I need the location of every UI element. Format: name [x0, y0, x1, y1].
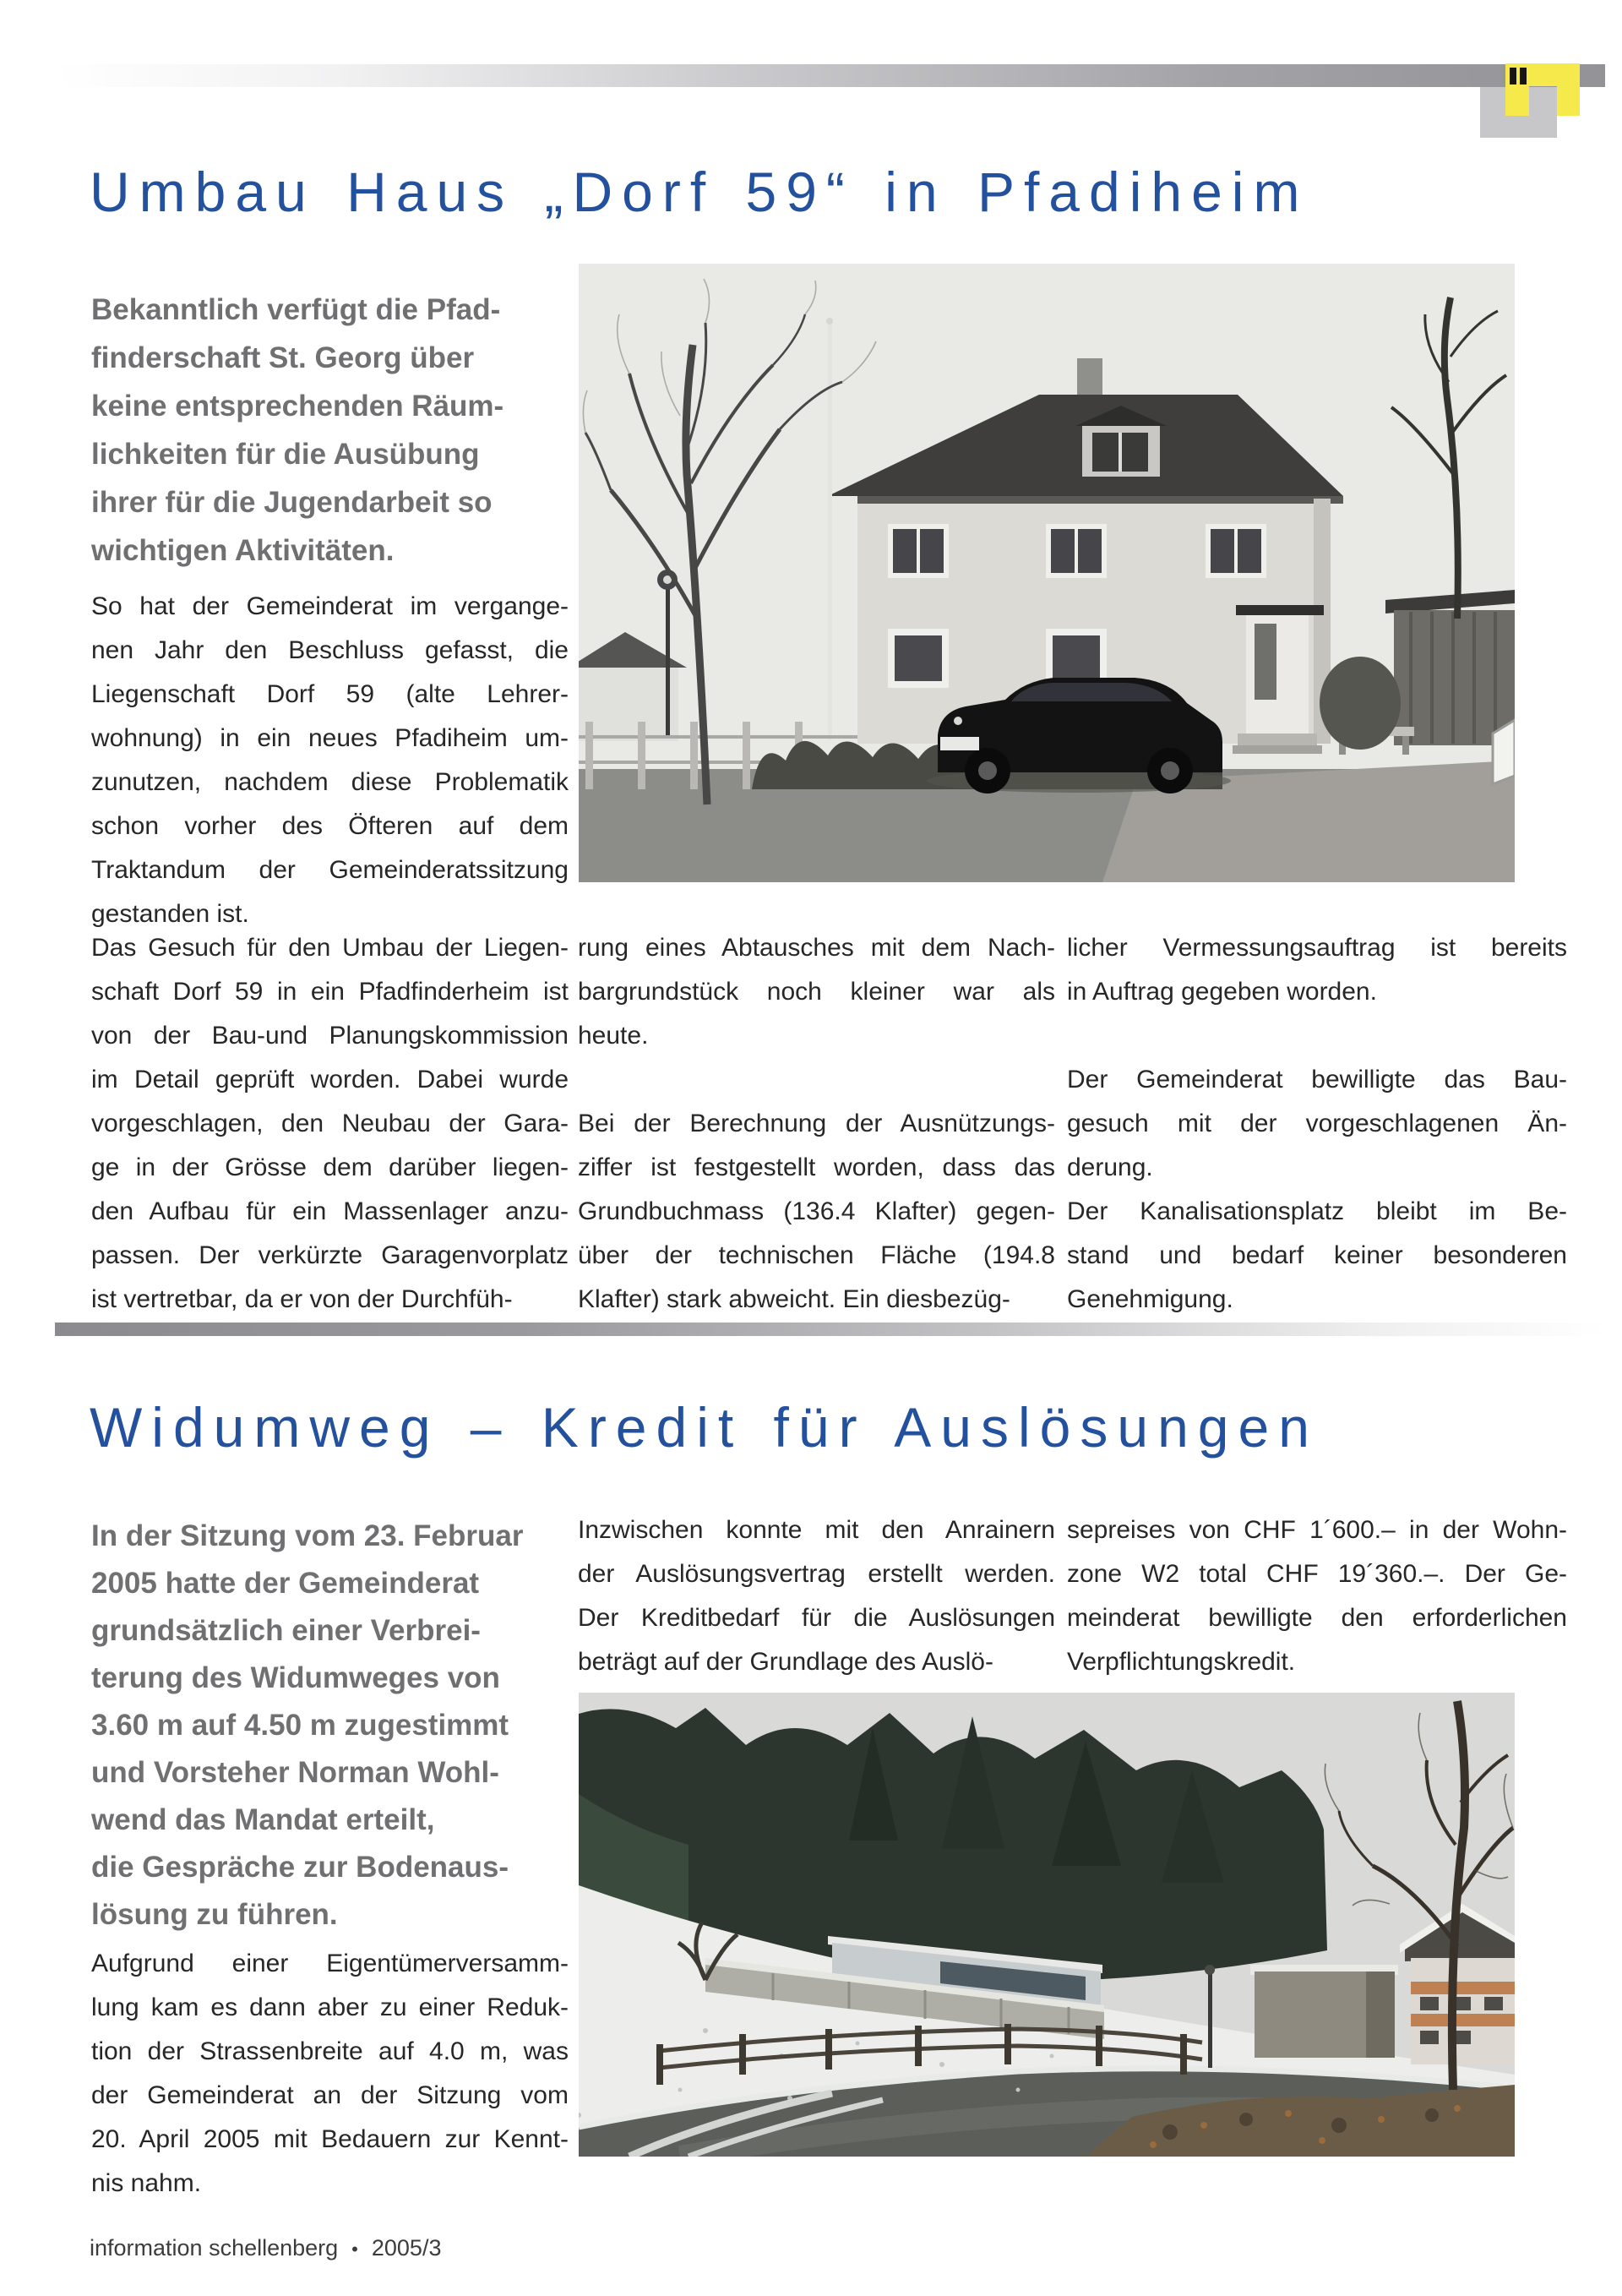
- text-line: lung kam es dann aber zu einer Reduk-: [91, 1993, 569, 2021]
- section-separator-bar: [55, 1323, 1605, 1336]
- page-footer: [90, 2235, 441, 2261]
- text-line: wichtigen Aktivitäten.: [91, 534, 395, 567]
- text-line: bargrundstück noch kleiner war als: [578, 978, 1055, 1006]
- text-line: nis nahm.: [91, 2169, 202, 2197]
- text-line: meinderat bewilligte den erforderlichen: [1067, 1604, 1567, 1632]
- article2-column2-paragraph: [578, 1508, 1055, 1684]
- text-line: der Auslösungsvertrag erstellt werden.: [578, 1560, 1055, 1588]
- text-line: über der technischen Fläche (194.8: [578, 1241, 1055, 1269]
- text-line: licher Vermessungsauftrag ist bereits: [1067, 934, 1567, 962]
- text-line: 2005 hatte der Gemeinderat: [91, 1567, 480, 1600]
- logo-tick-right: [1520, 68, 1527, 85]
- house-photo-illustration: [579, 264, 1515, 882]
- footer-publication: information schellenberg: [90, 2235, 339, 2261]
- text-line: Liegenschaft Dorf 59 (alte Lehrer-: [91, 680, 569, 708]
- article1-mid-column3: [1067, 926, 1567, 1322]
- text-line: zone W2 total CHF 19´360.–. Der Ge-: [1067, 1560, 1567, 1588]
- paragraph-gap: [1067, 1014, 1567, 1058]
- text-line: sepreises von CHF 1´600.– in der Wohn-: [1067, 1516, 1567, 1544]
- article1-title: Umbau Haus „Dorf 59“ in Pfadiheim: [90, 161, 1309, 223]
- paragraph: [1067, 1058, 1567, 1190]
- text-line: in Auftrag gegeben worden.: [1067, 978, 1377, 1006]
- text-line: Bei der Berechnung der Ausnützungs-: [578, 1110, 1055, 1137]
- text-line: lösung zu führen.: [91, 1898, 338, 1931]
- article2-column1-paragraph: [91, 1942, 569, 2206]
- text-line: derung.: [1067, 1153, 1153, 1181]
- text-line: Der Kreditbedarf für die Auslösungen: [578, 1604, 1055, 1632]
- text-line: 3.60 m auf 4.50 m zugestimmt: [91, 1709, 509, 1742]
- text-line: nen Jahr den Beschluss gefasst, die: [91, 636, 569, 664]
- text-line: rung eines Abtausches mit dem Nach-: [578, 934, 1055, 962]
- text-line: den Aufbau für ein Massenlager anzu-: [91, 1197, 569, 1225]
- text-line: die Gespräche zur Bodenaus-: [91, 1851, 509, 1884]
- text-line: ziffer ist festgestellt worden, dass das: [578, 1153, 1055, 1181]
- text-line: ge in der Grösse dem darüber liegen-: [91, 1153, 569, 1181]
- article2-title: Widumweg – Kredit für Auslösungen: [90, 1396, 1319, 1459]
- paragraph: [578, 1102, 1055, 1322]
- text-line: So hat der Gemeinderat im vergange-: [91, 592, 569, 620]
- text-line: Klafter) stark abweicht. Ein diesbezüg-: [578, 1285, 1010, 1313]
- text-line: beträgt auf der Grundlage des Auslö-: [578, 1648, 993, 1676]
- text-line: schon vorher des Öfteren auf dem: [91, 812, 569, 840]
- text-line: gestanden ist.: [91, 900, 249, 928]
- text-line: ihrer für die Jugendarbeit so: [91, 486, 493, 519]
- text-line: von der Bau-und Planungskommission: [91, 1022, 569, 1050]
- footer-bullet: •: [351, 2239, 358, 2260]
- paragraph: [578, 926, 1055, 1058]
- text-line: Inzwischen konnte mit den Anrainern: [578, 1516, 1055, 1544]
- text-line: zunutzen, nachdem diese Problematik: [91, 768, 569, 796]
- article1-mid-column2: [578, 926, 1055, 1322]
- text-line: gesuch mit der vorgeschlagenen Än-: [1067, 1110, 1567, 1137]
- text-line: Das Gesuch für den Umbau der Liegen-: [91, 934, 569, 962]
- text-line: Genehmigung.: [1067, 1285, 1233, 1313]
- text-line: wohnung) in ein neues Pfadiheim um-: [91, 724, 569, 752]
- text-line: der Gemeinderat an der Sitzung vom: [91, 2081, 569, 2109]
- text-line: im Detail geprüft worden. Dabei wurde: [91, 1066, 569, 1093]
- text-line: schaft Dorf 59 in ein Pfadfinderheim ist: [91, 978, 569, 1006]
- footer-issue: 2005/3: [371, 2235, 442, 2261]
- text-line: wend das Mandat erteilt,: [91, 1803, 435, 1836]
- text-line: keine entsprechenden Räum-: [91, 390, 504, 423]
- article1-mid-column1: [91, 926, 569, 1322]
- text-line: tion der Strassenbreite auf 4.0 m, was: [91, 2037, 569, 2065]
- text-line: Grundbuchmass (136.4 Klafter) gegen-: [578, 1197, 1055, 1225]
- winter-street-photo-illustration: [579, 1693, 1515, 2157]
- logo-tick-left: [1510, 68, 1516, 85]
- text-line: Der Kanalisationsplatz bleibt im Be-: [1067, 1197, 1567, 1225]
- text-line: In der Sitzung vom 23. Februar: [91, 1519, 524, 1552]
- text-line: vorgeschlagen, den Neubau der Gara-: [91, 1110, 569, 1137]
- header-gradient-bar: [55, 64, 1605, 87]
- text-line: ist vertretbar, da er von der Durchfüh-: [91, 1285, 513, 1313]
- text-line: terung des Widumweges von: [91, 1661, 500, 1694]
- text-line: 20. April 2005 mit Bedauern zur Kennt-: [91, 2125, 569, 2153]
- winter-street-photo: [579, 1693, 1515, 2157]
- article2-column3-paragraph: [1067, 1508, 1567, 1684]
- text-line: Verpflichtungskredit.: [1067, 1648, 1296, 1676]
- text-line: Traktandum der Gemeinderatssitzung: [91, 856, 569, 884]
- paragraph-gap: [578, 1058, 1055, 1102]
- article2-lead: [91, 1513, 573, 1939]
- text-line: lichkeiten für die Ausübung: [91, 438, 480, 471]
- text-line: passen. Der verkürzte Garagenvorplatz: [91, 1241, 569, 1269]
- text-line: stand und bedarf keiner besonderen: [1067, 1241, 1567, 1269]
- paragraph: [1067, 926, 1567, 1014]
- text-line: Der Gemeinderat bewilligte das Bau-: [1067, 1066, 1567, 1093]
- text-line: und Vorsteher Norman Wohl-: [91, 1756, 499, 1789]
- paragraph: [1067, 1190, 1567, 1322]
- article1-column1-paragraph: [91, 585, 569, 936]
- text-line: grundsätzlich einer Verbrei-: [91, 1614, 481, 1647]
- house-photo: [579, 264, 1515, 882]
- text-line: heute.: [578, 1022, 649, 1050]
- text-line: Aufgrund einer Eigentümerversamm-: [91, 1950, 569, 1977]
- text-line: Bekanntlich verfügt die Pfad-: [91, 293, 501, 326]
- article1-lead: [91, 286, 573, 575]
- text-line: finderschaft St. Georg über: [91, 341, 475, 374]
